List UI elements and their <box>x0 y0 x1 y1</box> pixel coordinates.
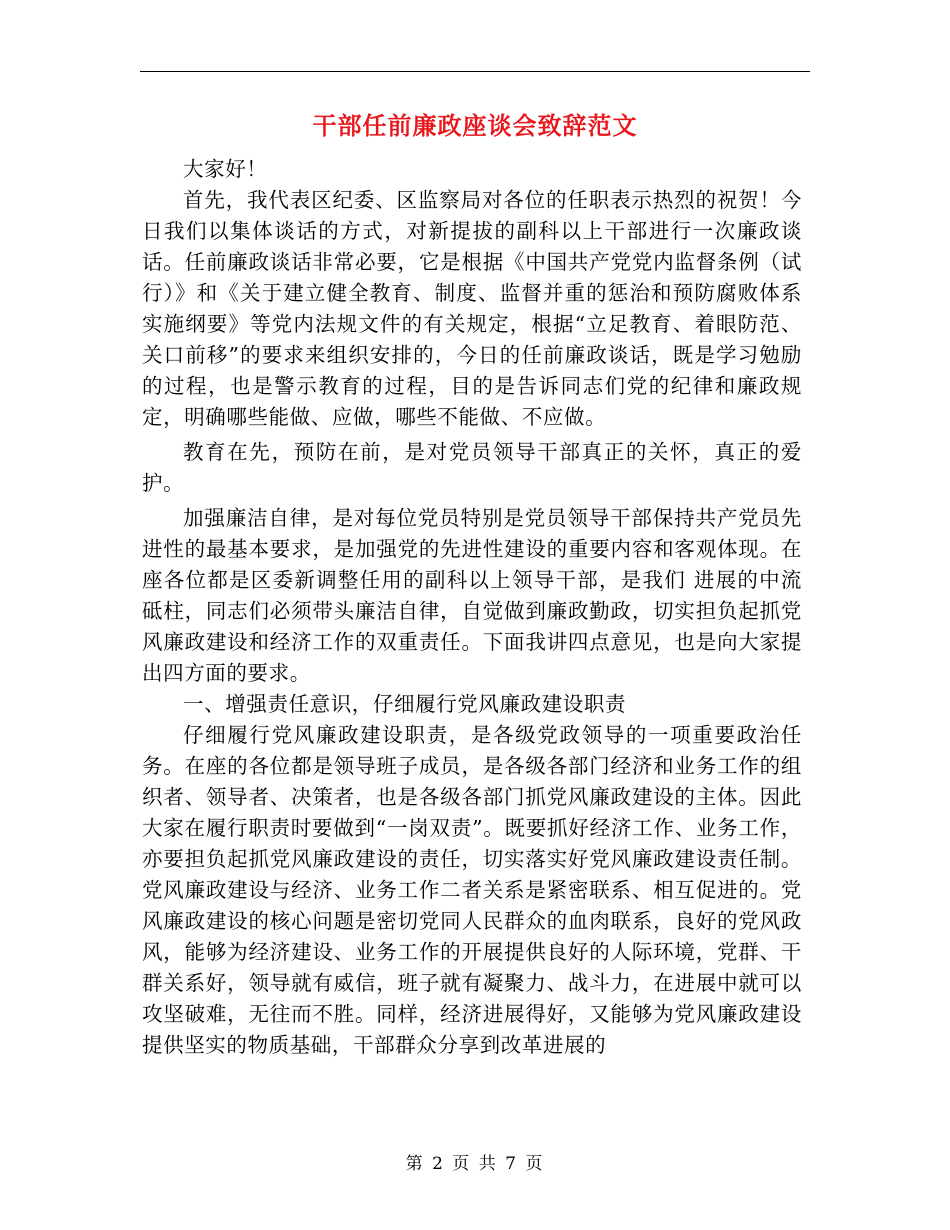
document-body <box>142 154 802 1061</box>
body-paragraph: 首先，我代表区纪委、区监察局对各位的任职表示热烈的祝贺！今日我们以集体谈话的方式，对新提拔的副科以上干部进行一次廉政谈话。任前廉政谈话非常必要，它是根据《中国共产党党内监督条例（试行）》和《关于建立健全教育、制度、监督并重的惩治和预防腐败体系实施纲要》等党内法规文件的有关规定，根据“立足教育、着眼防范、关口前移”的要求来组织安排的，今日的任前廉政谈话，既是学习勉励的过程，也是警示教育的过程，目的是告诉同志们党的纪律和廉政规定，明确哪些能做、应做，哪些不能做、不应做。 <box>142 188 802 429</box>
body-paragraph: 加强廉洁自律，是对每位党员特别是党员领导干部保持共产党员先进性的最基本要求，是加强党的先进性建设的重要内容和客观体现。在座各位都是区委新调整任用的副科以上领导干部，是我们 进展的中流砥柱，同志们必须带头廉洁自律，自觉做到廉政勤政，切实担负起抓党风廉政建设和经济工作的双重责任。下面我讲四点意见，也是向大家提出四方面的要求。 <box>142 506 802 685</box>
page-number: 第 2 页 共 7 页 <box>405 1154 545 1174</box>
header-rule <box>140 71 810 72</box>
greeting-paragraph: 大家好！ <box>183 157 268 181</box>
body-paragraph: 教育在先，预防在前，是对党员领导干部真正的关怀，真正的爱护。 <box>142 440 802 495</box>
body-paragraph: 仔细履行党风廉政建设职责，是各级党政领导的一项重要政治任务。在座的各位都是领导班子成员，是各级各部门经济和业务工作的组织者、领导者、决策者，也是各级各部门抓党风廉政建设的主体。因此大家在履行职责时要做到“一岗双责”。既要抓好经济工作、业务工作，亦要担负起抓党风廉政建设的责任，切实落实好党风廉政建设责任制。党风廉政建设与经济、业务工作二者关系是紧密联系、相互促进的。党风廉政建设的核心问题是密切党同人民群众的血肉联系，良好的党风政风，能够为经济建设、业务工作的开展提供良好的人际环境，党群、干群关系好，领导就有威信，班子就有凝聚力、战斗力，在进展中就可以攻坚破难，无往而不胜。同样，经济进展得好，又能够为党风廉政建设提供坚实的物质基础，干部群众分享到改革进展的 <box>142 723 802 1057</box>
section-heading: 一、增强责任意识，仔细履行党风廉政建设职责 <box>183 692 627 716</box>
document-title: 干部任前廉政座谈会致辞范文 <box>312 111 638 140</box>
